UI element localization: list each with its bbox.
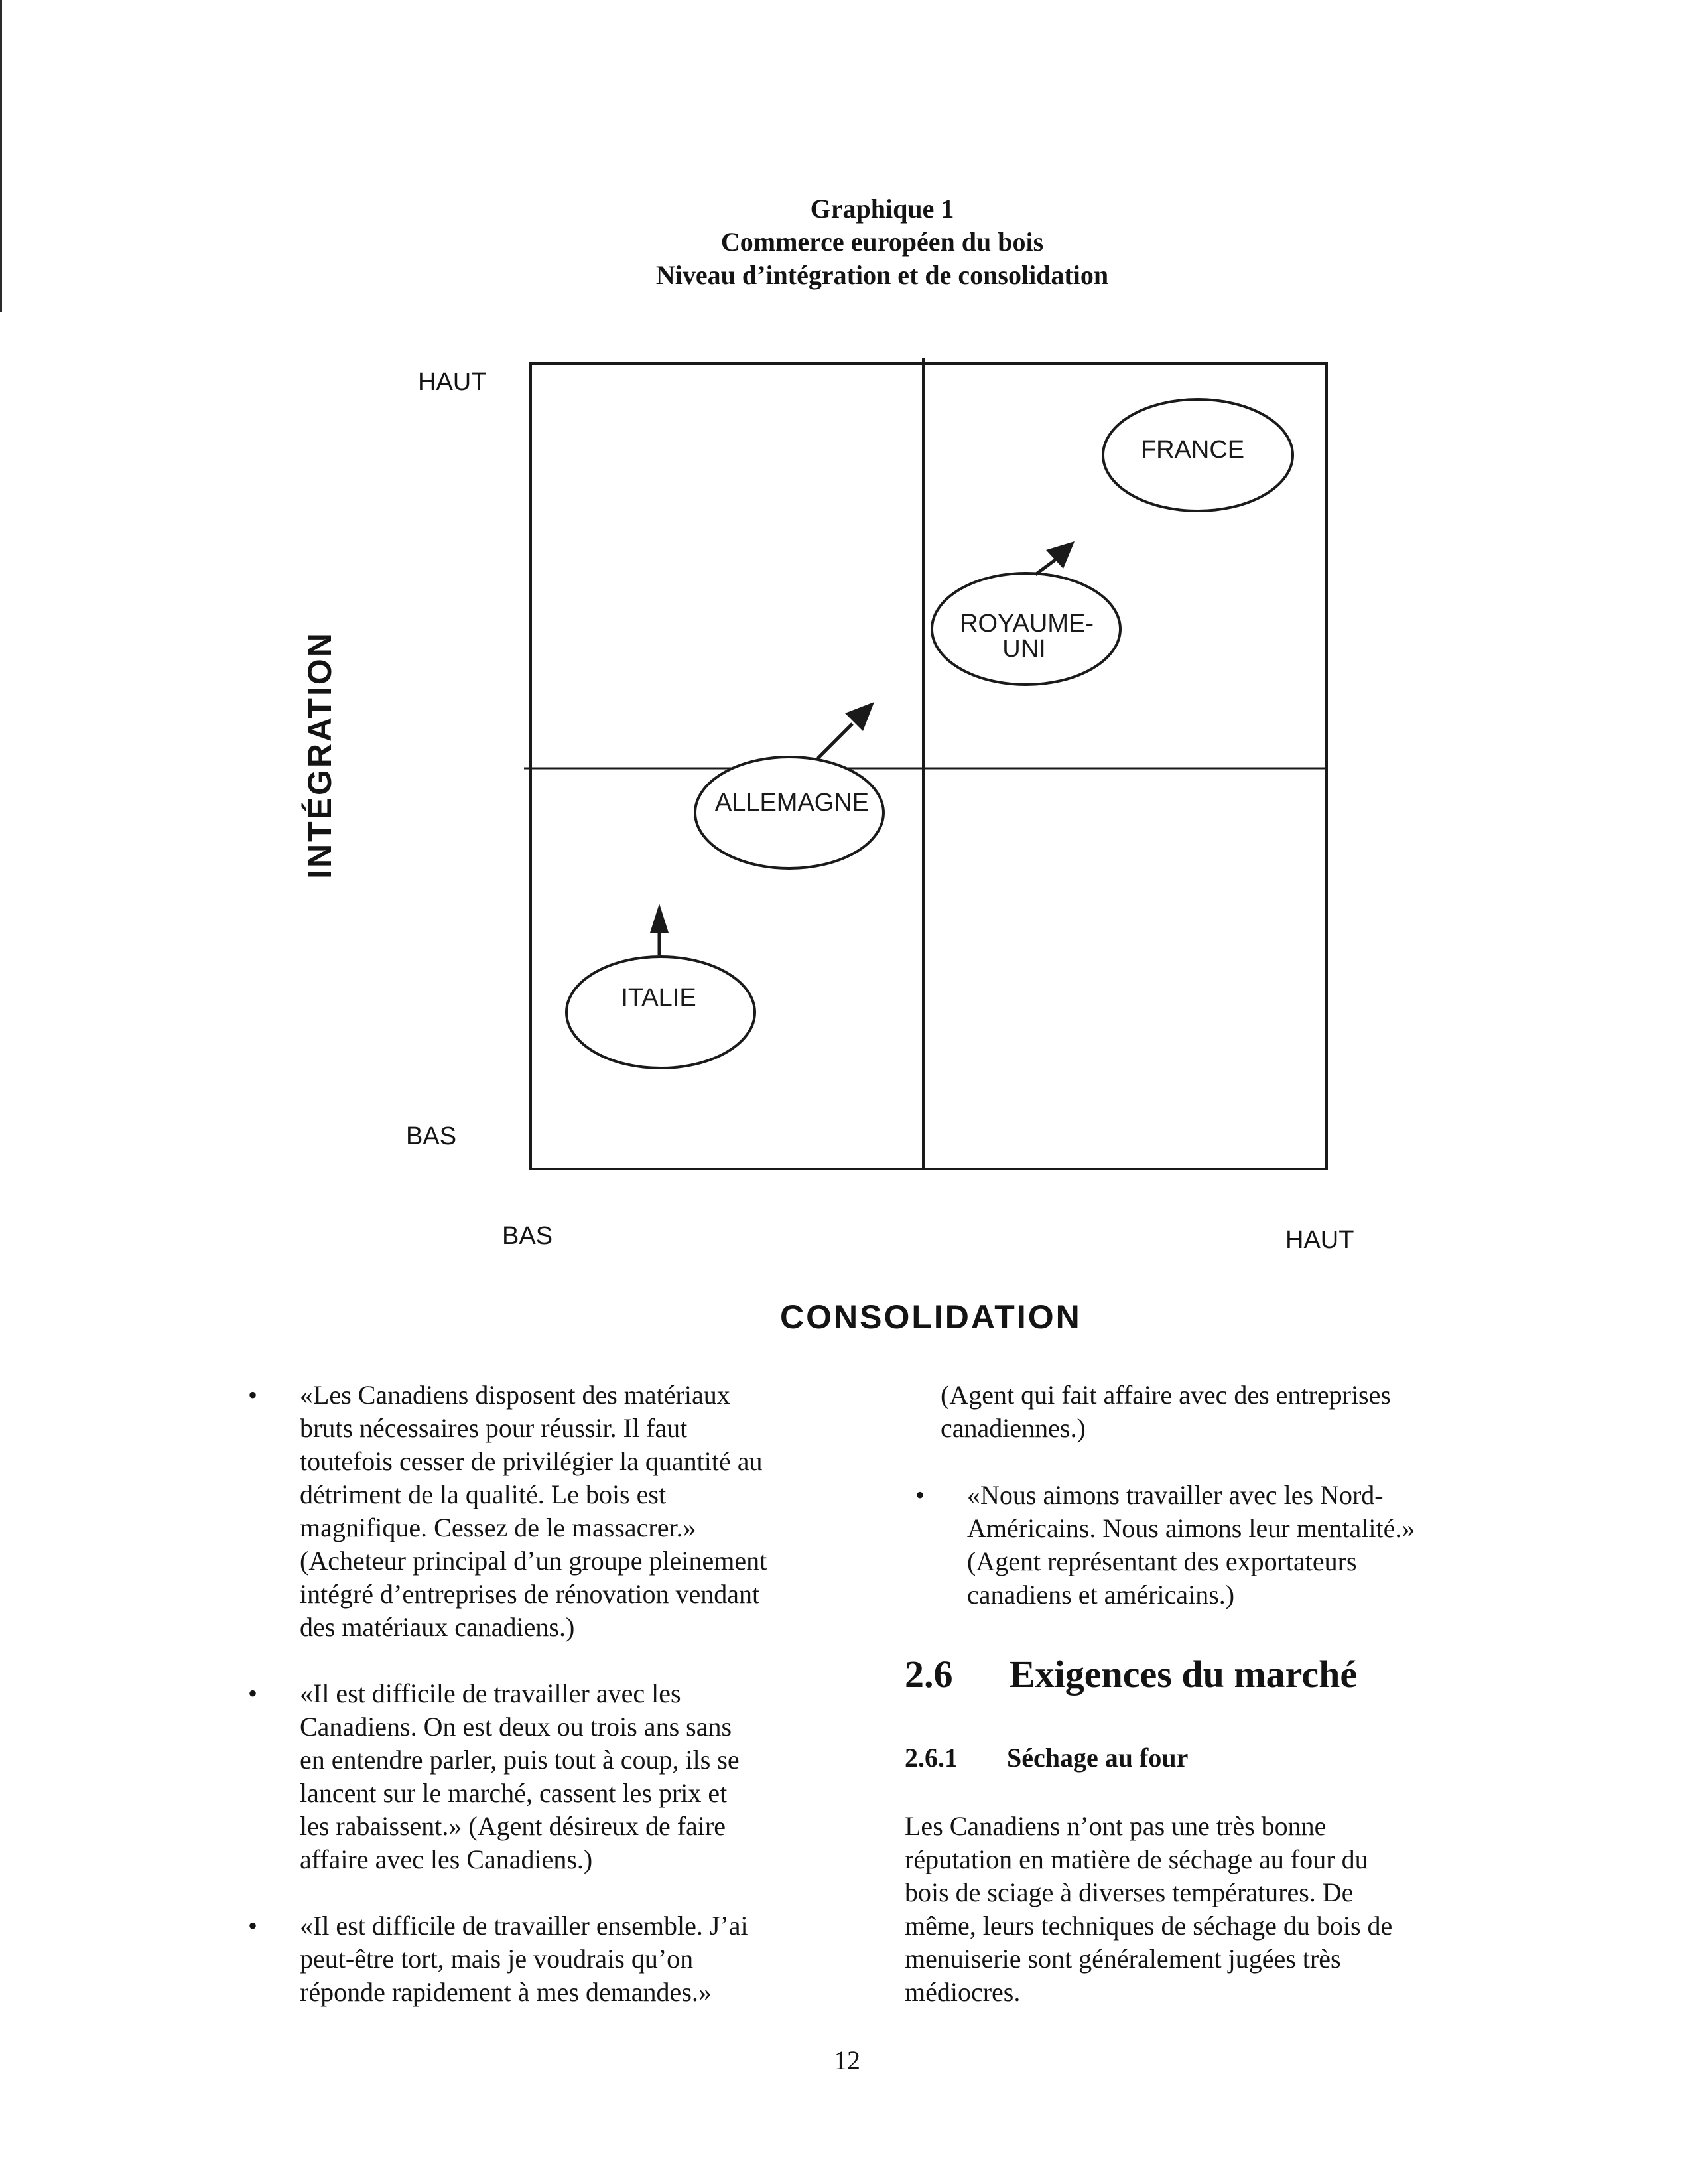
- quote-text: «Il est difficile de travailler avec les Canadiens. On est deux ou trois ans sans en entendre parler, puis tout à coup, ils se lancent sur le marché, cassent les prix et les rabaissent.» (Agent désireux de faire affaire avec les Canadiens.): [300, 1678, 740, 1874]
- y-low-label: BAS: [406, 1123, 457, 1150]
- right-column-list: [915, 1479, 1564, 1645]
- quote-text: «Il est difficile de travailler ensemble. J’ai peut-être tort, mais je voudrais qu’on réponde rapidement à mes demandes.»: [300, 1911, 748, 2007]
- section-title: Exigences du marché: [1010, 1653, 1358, 1696]
- x-high-label: HAUT: [1285, 1226, 1354, 1254]
- list-item: [248, 1677, 850, 1876]
- france-label: FRANCE: [1140, 436, 1245, 464]
- figure-title-line-1: Graphique 1: [810, 194, 954, 224]
- royaume-uni-label-line-1: ROYAUME-: [960, 610, 1094, 638]
- left-column: [248, 1379, 850, 2042]
- italie-label: ITALIE: [621, 984, 696, 1012]
- list-item: [248, 1909, 850, 2009]
- bullet-icon: •: [248, 1380, 258, 1410]
- bullet-icon: •: [915, 1480, 925, 1510]
- bullet-icon: •: [248, 1911, 258, 1941]
- y-high-label: HAUT: [418, 368, 487, 396]
- arrow-icon: [1035, 541, 1075, 575]
- figure-title-line-2: Commerce européen du bois: [720, 227, 1044, 257]
- arrow-icon: [650, 904, 669, 955]
- list-item: [915, 1479, 1564, 1611]
- quote-text: «Les Canadiens disposent des matériaux bruts nécessaires pour réussir. Il faut toutefois cesser de privilégier la quantité au détriment de la qualité. Le bois est magnifique. Cessez de le massacrer.» (Acheteur principal d’un groupe pleinement intégré d’entreprises de rénovation vendant des matériaux canadiens.): [300, 1380, 767, 1642]
- figure-title-line-3: Niveau d’intégration et de consolidation: [655, 260, 1109, 290]
- list-item: [248, 1379, 850, 1644]
- section-number: 2.6: [905, 1653, 953, 1696]
- royaume-uni-label-line-2: UNI: [1002, 635, 1046, 663]
- y-axis-title: INTÉGRATION: [301, 631, 338, 879]
- subsection-heading: [905, 1742, 1188, 1773]
- allemagne-label: ALLEMAGNE: [714, 789, 870, 817]
- arrow-icon: [818, 702, 874, 758]
- section-heading: [905, 1652, 1357, 1696]
- page-number: 12: [834, 2045, 860, 2075]
- subsection-number: 2.6.1: [905, 1743, 958, 1773]
- body-paragraph: Les Canadiens n’ont pas une très bonne réputation en matière de séchage au four du bois de sciage à diverses températures. De même, leurs techniques de séchage du bois de menuiserie sont généralement jugées très médiocres.: [905, 1811, 1393, 2007]
- quote-continuation: (Agent qui fait affaire avec des entreprises canadiennes.): [941, 1380, 1391, 1443]
- quote-text: «Nous aimons travailler avec les Nord- Américains. Nous aimons leur mentalité.» (Agent représentant des exportateurs canadiens et américains.): [967, 1480, 1415, 1609]
- italie-ellipse: [566, 957, 755, 1068]
- x-low-label: BAS: [502, 1222, 553, 1250]
- x-axis-title: CONSOLIDATION: [780, 1298, 1082, 1335]
- subsection-title: Séchage au four: [1007, 1743, 1189, 1773]
- bullet-icon: •: [248, 1678, 258, 1708]
